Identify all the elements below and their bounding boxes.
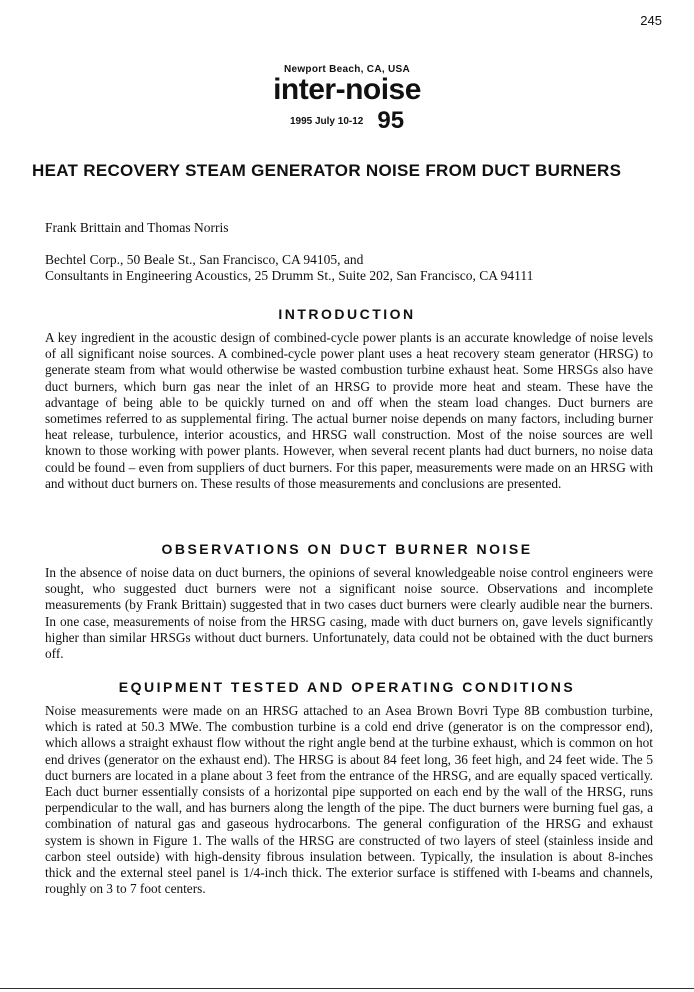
section-heading-observations: OBSERVATIONS ON DUCT BURNER NOISE bbox=[161, 541, 533, 557]
conference-dates: 1995 July 10-12 bbox=[289, 116, 364, 127]
paper-authors: Frank Brittain and Thomas Norris bbox=[45, 220, 229, 235]
page-number: 245 bbox=[640, 13, 662, 28]
section-heading-equipment: EQUIPMENT TESTED AND OPERATING CONDITIONS bbox=[118, 679, 576, 695]
conference-dates-line bbox=[0, 107, 694, 135]
section-body-equipment: Noise measurements were made on an HRSG attached to an Asea Brown Bovri Type 8B combustion turbine, which is rated at 50.3 MWe. The combustion turbine is a cold end drive (generator is on the compressor end), which allows a straight exhaust flow without the right angle bend at the turbine exhaust, which is common on hot end drives (generator on the exhaust end). The HRSG is about 84 feet long, 36 feet high, and 24 feet wide. The 5 duct burners are located in a plane about 3 feet from the entrance of the HRSG, and are equally spaced vertically. Each duct burner essentially consists of a horizontal pipe supported on each end by the wall of the HRSG, runs perpendicular to the wall, and has burners along the length of the pipe. The duct burners were burning fuel gas, a combination of natural gas and gaseous hydrocarbons. The general configuration of the HRSG and exhaust system is shown in Figure 1. The walls of the HRSG are constructed of two layers of steel (stainless inside and carbon steel outside) with high-density fibrous insulation between. Typically, the insulation is about 8-inches thick and the external steel panel is 1/4-inch thick. The exterior surface is stiffened with I-beams and channels, roughly on 3 to 7 foot centers. bbox=[45, 703, 653, 897]
conference-logo: inter-noise bbox=[273, 73, 421, 106]
section-heading-introduction: INTRODUCTION bbox=[278, 306, 416, 322]
conference-location: Newport Beach, CA, USA bbox=[283, 64, 411, 75]
paper-affiliation bbox=[45, 252, 533, 284]
affiliation-line-1: Bechtel Corp., 50 Beale St., San Francisco, CA 94105, and bbox=[45, 252, 364, 267]
section-body-introduction: A key ingredient in the acoustic design of combined-cycle power plants is an accurate knowledge of noise levels of all significant noise sources. A combined-cycle power plant uses a heat recovery steam generator (HRSG) to generate steam from what would otherwise be wasted combustion turbine exhaust heat. Some HRSGs also have duct burners, which burn gas near the inlet of an HRSG to provide more heat and steam. These have the advantage of being able to be quickly turned on and off when the steam load changes. Duct burners are sometimes referred to as supplemental firing. The actual burner noise depends on many factors, including burner heat release, turbulence, interior acoustics, and HRSG wall construction. Most of the noise sources are well known to those working with power plants. However, when several recent plants had duct burners, no noise data could be found – even from suppliers of duct burners. For this paper, measurements were made on an HRSG with and without duct burners on. These results of those measurements and conclusions are presented. bbox=[45, 330, 653, 491]
affiliation-line-2: Consultants in Engineering Acoustics, 25 Drumm St., Suite 202, San Francisco, CA 94111 bbox=[45, 268, 534, 283]
conference-header bbox=[0, 64, 694, 135]
footer-rule bbox=[0, 988, 694, 989]
section-body-observations: In the absence of noise data on duct burners, the opinions of several knowledgeable noise control engineers were sought, who suggested duct burners were not a significant noise source. Observations and incomplete measurements (by Frank Brittain) suggested that in two cases duct burners were clearly audible near the burners. In one case, measurements of noise from the HRSG casing, made with duct burners on, gave levels significantly higher than similar HRSGs without duct burners. Unfortunately, data could not be obtained with the duct burners off. bbox=[45, 565, 653, 662]
conference-year: 95 bbox=[377, 107, 405, 134]
paper-title: HEAT RECOVERY STEAM GENERATOR NOISE FROM DUCT BURNERS bbox=[32, 161, 622, 180]
